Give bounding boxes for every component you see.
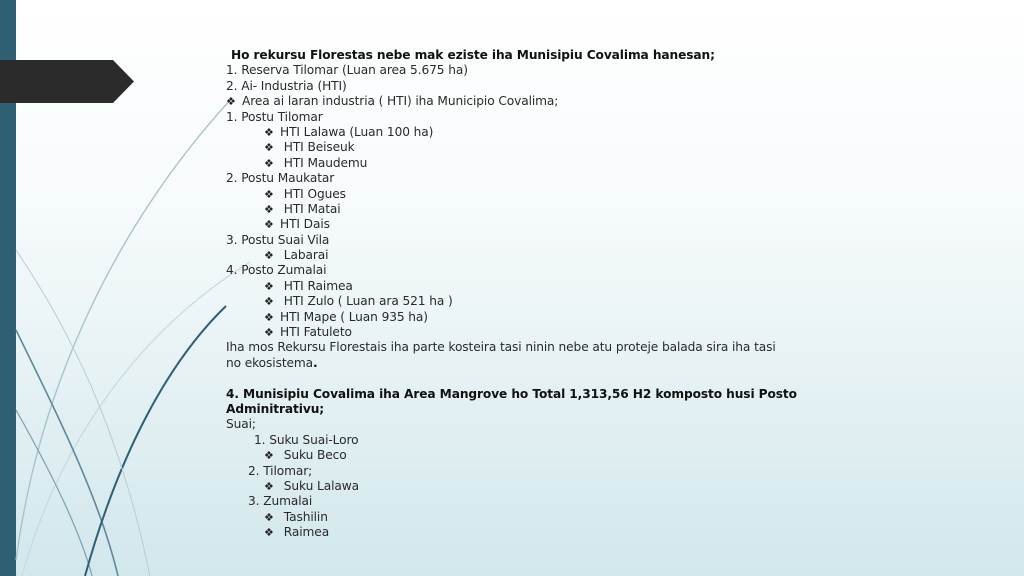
heading-florestas: Ho rekursu Florestas nebe mak eziste iha Munisipiu Covalima hanesan; bbox=[231, 48, 715, 62]
bullet-icon: ❖ bbox=[264, 218, 274, 232]
bullet-icon: ❖ bbox=[264, 526, 274, 540]
suai-label: Suai; bbox=[226, 417, 256, 432]
bullet-icon: ❖ bbox=[264, 510, 274, 524]
postu-suai-vila: 3. Postu Suai Vila bbox=[226, 232, 330, 247]
bullet-icon: ❖ bbox=[264, 249, 274, 263]
list-item-reserva: 1. Reserva Tilomar (Luan area 5.675 ha) bbox=[226, 63, 468, 78]
list-item: ❖ HTI Zulo ( Luan ara 521 ha ) bbox=[264, 294, 453, 309]
postu-maukatar: 2. Postu Maukatar bbox=[226, 171, 335, 186]
list-item: ❖ HTI Ogues bbox=[264, 186, 346, 201]
list-item: ❖ HTI Dais bbox=[264, 217, 330, 232]
list-item: ❖ Labarai bbox=[264, 248, 329, 263]
bullet-icon: ❖ bbox=[264, 479, 274, 493]
posto-zumalai: 4. Posto Zumalai bbox=[226, 263, 327, 278]
list-item: ❖ HTI Beiseuk bbox=[264, 140, 355, 155]
bullet-icon: ❖ bbox=[264, 326, 274, 340]
bullet-icon: ❖ bbox=[264, 125, 274, 139]
list-item-label: Area ai laran industria ( HTI) iha Municipio Covalima; bbox=[242, 94, 559, 109]
postu-tilomar: 1. Postu Tilomar bbox=[226, 109, 323, 124]
slide-content bbox=[226, 48, 806, 541]
bullet-icon: ❖ bbox=[264, 449, 274, 463]
list-item: ❖ HTI Mape ( Luan 935 ha) bbox=[264, 309, 428, 324]
list-item: ❖ HTI Matai bbox=[264, 201, 341, 216]
heading-mangrove: 4. Munisipiu Covalima iha Area Mangrove ho Total 1,313,56 H2 komposto husi Posto bbox=[226, 386, 797, 401]
list-item-area-hti bbox=[226, 94, 806, 109]
bullet-icon: ❖ bbox=[264, 156, 274, 170]
sub-list-item: 2. Tilomar; bbox=[248, 463, 313, 478]
bullet-icon: ❖ bbox=[264, 187, 274, 201]
bullet-icon: ❖ bbox=[264, 310, 274, 324]
list-item: ❖ HTI Lalawa (Luan 100 ha) bbox=[264, 124, 434, 139]
list-item: ❖ HTI Raimea bbox=[264, 278, 353, 293]
list-item: ❖ Tashilin bbox=[264, 509, 328, 524]
bullet-icon: ❖ bbox=[264, 279, 274, 293]
list-item: ❖ Suku Beco bbox=[264, 448, 347, 463]
slide-arrow-shape bbox=[0, 60, 134, 103]
sub-list-item: 3. Zumalai bbox=[248, 494, 313, 509]
paragraph-line: no ekosistema. bbox=[226, 355, 318, 370]
heading-mangrove-cont: Adminitrativu; bbox=[226, 401, 325, 416]
list-item: ❖ Raimea bbox=[264, 525, 330, 540]
paragraph-line: Iha mos Rekursu Florestais iha parte kosteira tasi ninin nebe atu proteje balada sira iha tasi bbox=[226, 340, 776, 355]
list-item-ai-industria: 2. Ai- Industria (HTI) bbox=[226, 78, 347, 93]
sub-list-item: 1. Suku Suai-Loro bbox=[254, 432, 359, 447]
list-item: ❖ Suku Lalawa bbox=[264, 478, 359, 493]
bullet-icon: ❖ bbox=[264, 141, 274, 155]
list-item: ❖ HTI Fatuleto bbox=[264, 325, 352, 340]
bullet-icon: ❖ bbox=[264, 202, 274, 216]
bullet-icon: ❖ bbox=[264, 295, 274, 309]
list-item: ❖ HTI Maudemu bbox=[264, 155, 368, 170]
bullet-icon: ❖ bbox=[226, 95, 236, 109]
